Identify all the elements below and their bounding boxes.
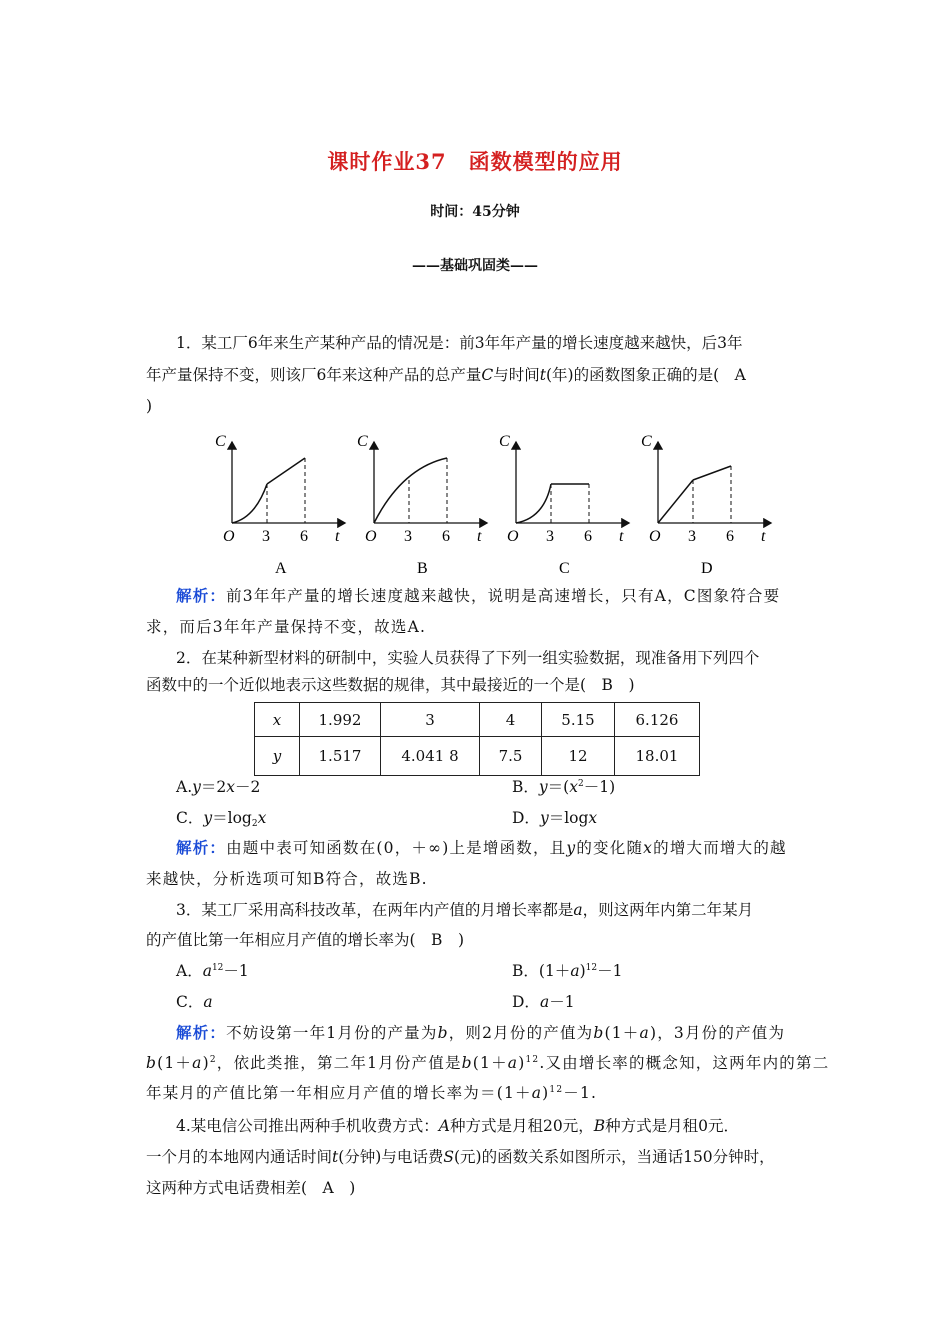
q4-line-3: 这两种方式电话费相差( A ) (146, 1179, 356, 1197)
axis-label-t: t (335, 528, 340, 545)
q3-line-1: 3．某工厂采用高科技改革，在两年内产值的月增长率都是a，则这两年内第二年某月 (176, 901, 754, 919)
q1-solution-line-1: 解析：前3年年产量的增长速度越来越快，说明是高速增长，只有A，C图象符合要 (176, 586, 781, 605)
table-cell: 18.01 (615, 737, 700, 776)
q1-solution-line-2: 求，而后3年年产量保持不变，故选A. (146, 618, 427, 636)
axis-label-c: C (215, 433, 226, 450)
solution-label: 解析： (176, 838, 227, 857)
q2-option-c: C．$y=\log_2x$ (176, 809, 267, 829)
tick-6: 6 (300, 528, 308, 545)
tick-3: 3 (404, 528, 412, 545)
table-row (255, 737, 700, 776)
graph-c (499, 433, 629, 577)
q2-solution-line-1: 解析：由题中表可知函数在(0，＋∞)上是增函数，且y的变化随x的增大而增大的越 (176, 838, 787, 857)
tick-3: 3 (262, 528, 270, 545)
q1-line-3: ) (146, 397, 153, 415)
table-cell: 4.041 8 (381, 737, 480, 776)
table-header-x: x (255, 703, 300, 737)
q2-option-a: A.y＝2x－2 (176, 778, 261, 796)
caption-d: D (701, 560, 713, 577)
tick-3: 3 (546, 528, 554, 545)
graph-d (641, 433, 771, 577)
curve-d-2 (693, 466, 731, 480)
caption-b: B (417, 560, 428, 577)
table-cell: 1.517 (300, 737, 381, 776)
q3-option-d: D．a－1 (512, 993, 575, 1011)
table-cell: 6.126 (615, 703, 700, 737)
q1-line-1: 1．某工厂6年来生产某种产品的情况是：前3年年产量的增长速度越来越快，后3年 (176, 334, 743, 352)
page-title: 课时作业37 函数模型的应用 (327, 149, 623, 174)
section-heading: ——基础巩固类—— (412, 258, 538, 274)
q3-option-b: B．$(1+a)^{12}-1$ (512, 962, 623, 980)
tick-6: 6 (726, 528, 734, 545)
curve-a-1 (232, 484, 267, 523)
time-label: 时间：45分钟 (430, 204, 520, 220)
q2-line-1: 2．在某种新型材料的研制中，实验人员获得了下列一组实验数据，现准备用下列四个 (176, 649, 760, 667)
q2-solution-line-2: 来越快，分析选项可知B符合，故选B. (146, 870, 428, 888)
solution-label: 解析： (176, 586, 227, 605)
curve-b (374, 458, 447, 523)
table-row (255, 703, 700, 737)
axis-label-c: C (499, 433, 510, 450)
table-cell: 5.15 (542, 703, 615, 737)
caption-c: C (559, 560, 570, 577)
q2-line-2: 函数中的一个近似地表示这些数据的规律，其中最接近的一个是( B ) (146, 676, 635, 694)
q4-line-1: 4.某电信公司推出两种手机收费方式：A种方式是月租20元，B种方式是月租0元． (176, 1117, 739, 1135)
caption-a: A (275, 560, 287, 577)
q4-line-2: 一个月的本地网内通话时间t(分钟)与电话费S(元)的函数关系如图所示，当通话150分钟时， (146, 1148, 775, 1166)
q1-line-2: 年产量保持不变，则该厂6年来这种产品的总产量C与时间t(年)的函数图象正确的是( A (146, 366, 746, 384)
table-cell: 12 (542, 737, 615, 776)
axis-label-c: C (357, 433, 368, 450)
curve-c-1 (516, 484, 551, 523)
axis-label-t: t (761, 528, 766, 545)
origin-label: O (223, 528, 235, 545)
q2-data-table (254, 702, 700, 776)
table-cell: 4 (480, 703, 542, 737)
tick-3: 3 (688, 528, 696, 545)
origin-label: O (365, 528, 377, 545)
table-cell: 3 (381, 703, 480, 737)
q3-solution-line-1: 解析：不妨设第一年1月份的产量为b，则2月份的产值为b(1＋a)，3月份的产值为 (176, 1023, 786, 1042)
q3-option-a: A．$a^{12}-1$ (176, 962, 249, 980)
tick-6: 6 (442, 528, 450, 545)
axis-label-t: t (477, 528, 482, 545)
axis-label-t: t (619, 528, 624, 545)
q3-solution-line-2: $b(1+a)^2$，依此类推，第二年1月份产值是$b(1+a)^{12}$.又由增长率的概念知，这两年内的第二 (146, 1054, 830, 1072)
q3-line-2: 的产值比第一年相应月产值的增长率为( B ) (146, 931, 464, 949)
origin-label: O (649, 528, 661, 545)
origin-label: O (507, 528, 519, 545)
curve-a-2 (267, 458, 305, 484)
q3-option-c: C．a (176, 993, 213, 1011)
q2-option-b: B．$y=(x^2-1)$ (512, 778, 616, 796)
q3-solution-line-3: 年某月的产值比第一年相应月产值的增长率为$=(1+a)^{12}-1$. (146, 1084, 598, 1102)
q2-option-d: D．y＝logx (512, 809, 598, 827)
curve-d-1 (658, 480, 693, 523)
graph-b (357, 433, 487, 577)
tick-6: 6 (584, 528, 592, 545)
table-header-y: y (255, 737, 300, 776)
q1-graphs (205, 428, 775, 578)
axis-label-c: C (641, 433, 652, 450)
solution-label: 解析： (176, 1023, 227, 1042)
graph-a (215, 433, 345, 577)
table-cell: 7.5 (480, 737, 542, 776)
table-cell: 1.992 (300, 703, 381, 737)
